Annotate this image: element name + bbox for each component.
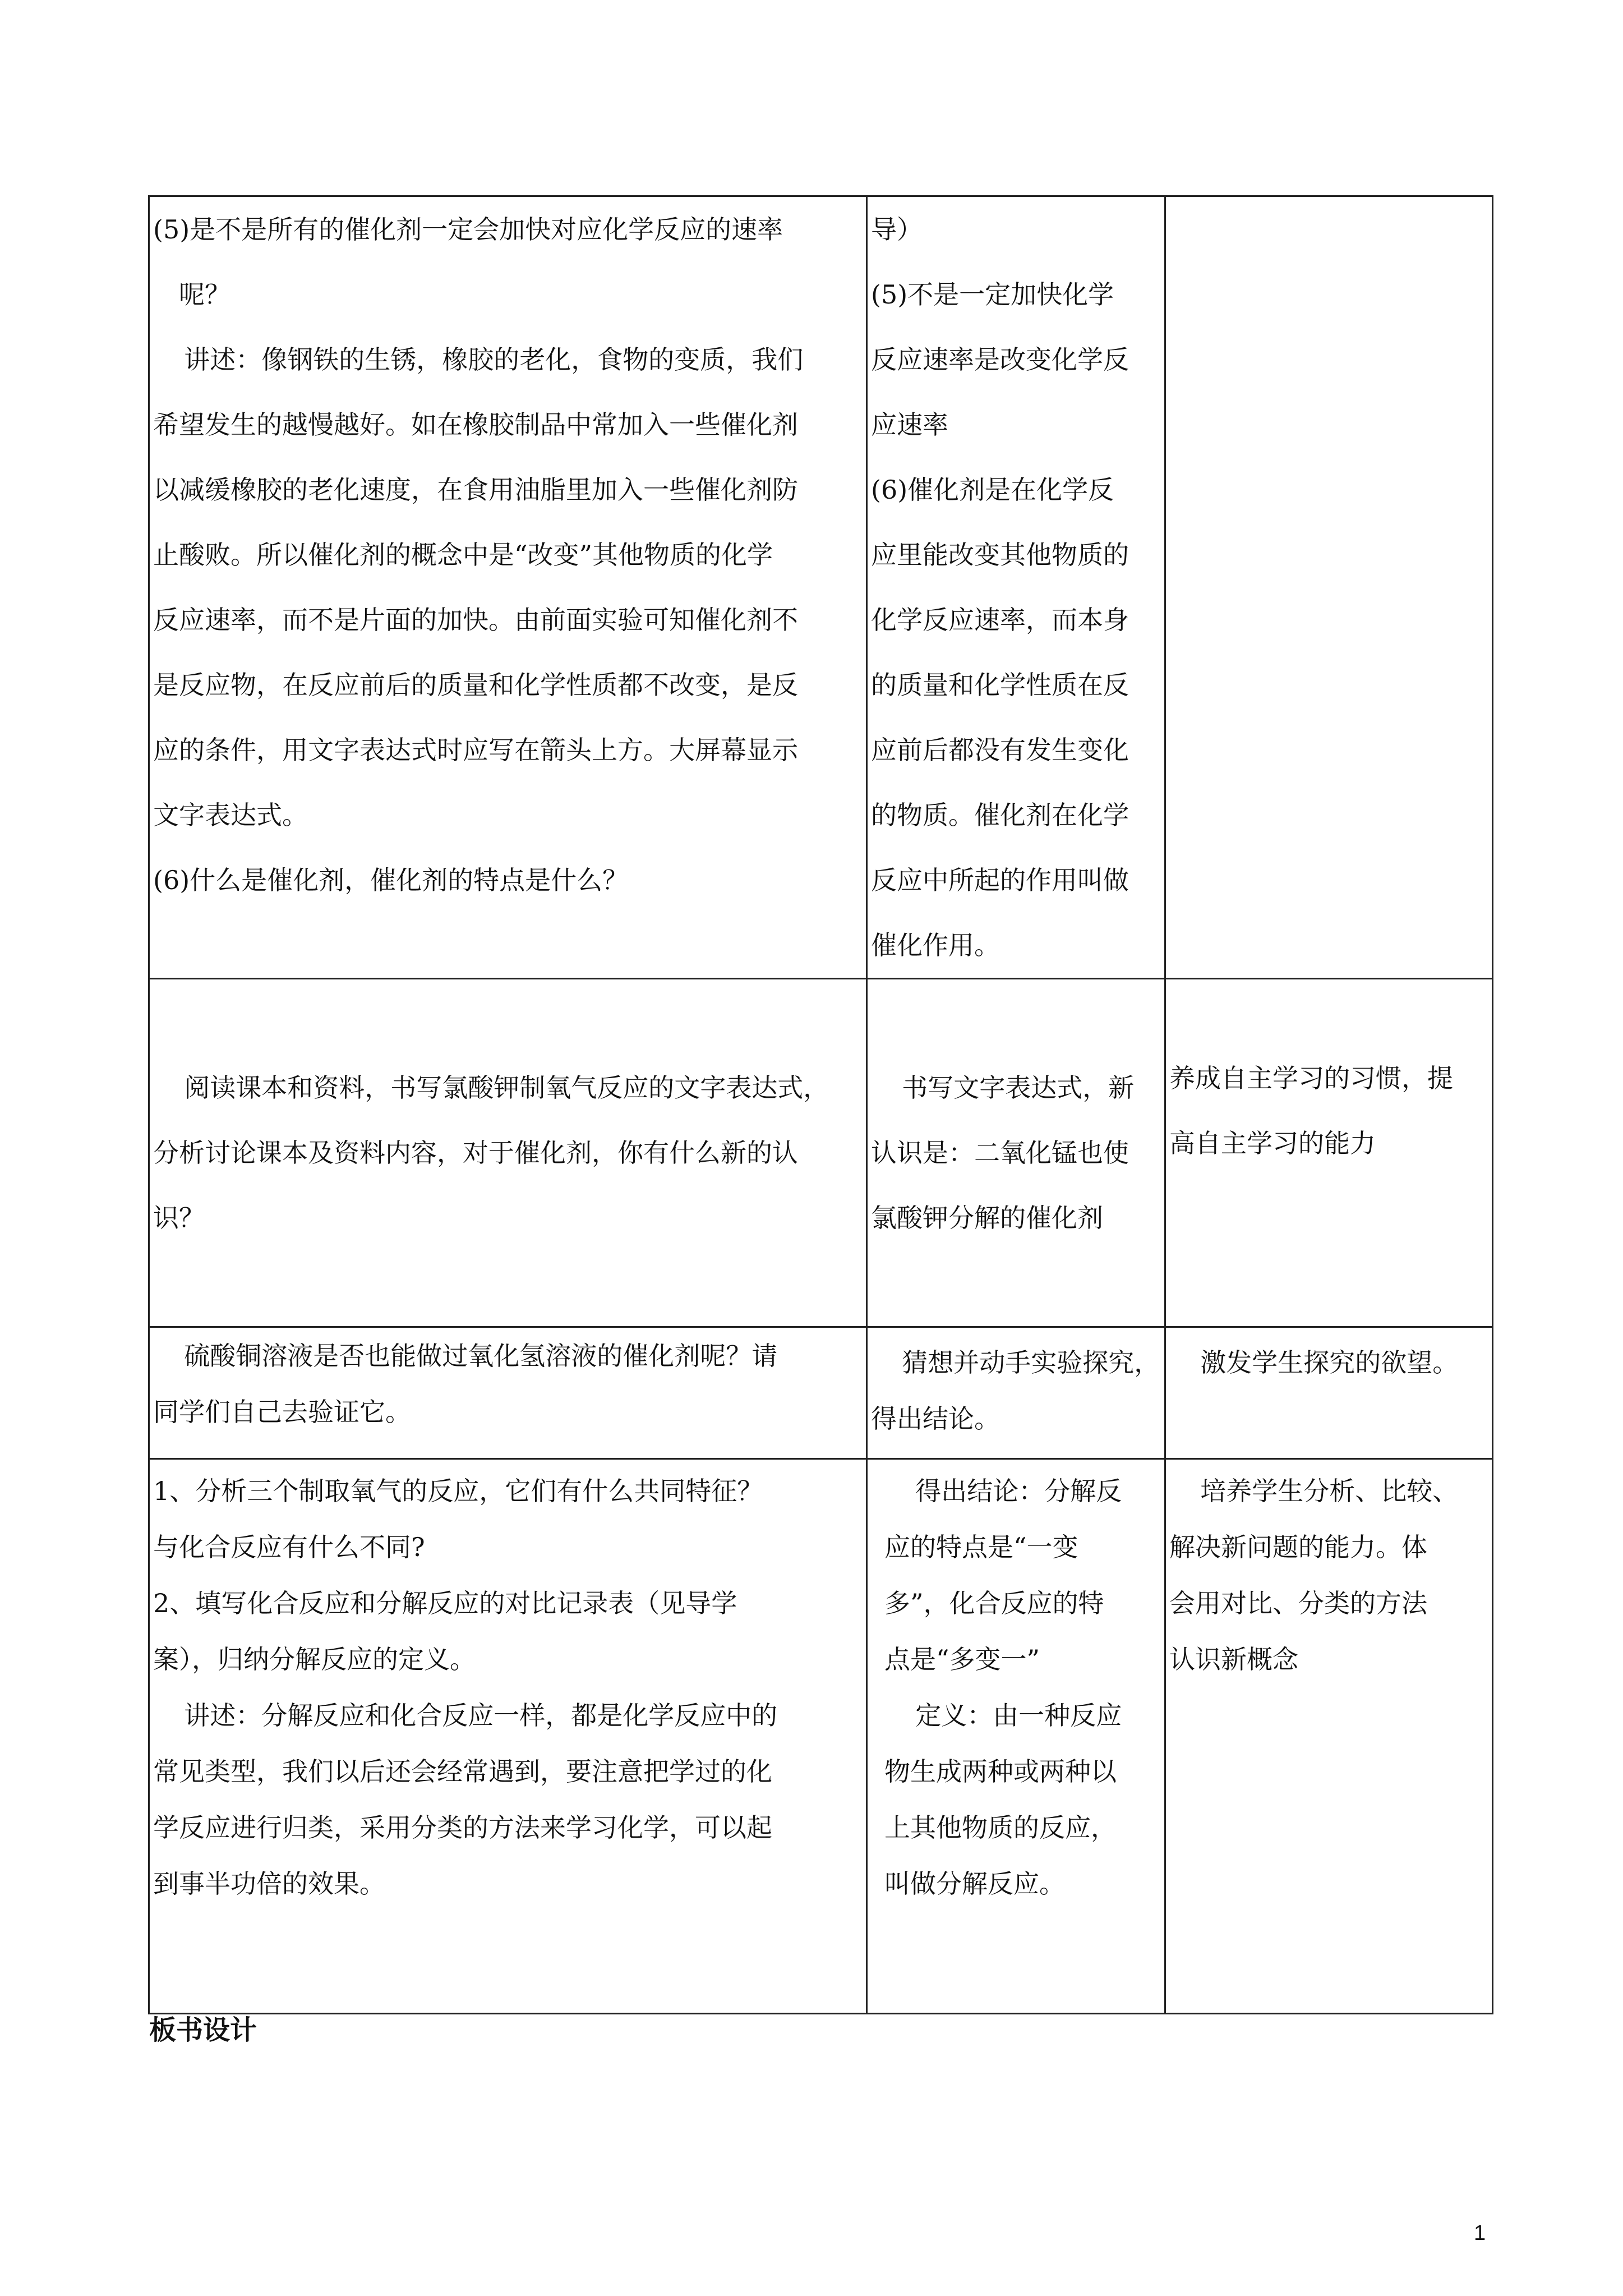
text-line: 的物质。催化剂在化学: [871, 800, 1129, 830]
page-number: 1: [1474, 2221, 1486, 2245]
text-line: 多”，化合反应的特: [884, 1588, 1104, 1618]
text-line: 1、分析三个制取氧气的反应，它们有什么共同特征？: [153, 1476, 763, 1506]
text-line: 认识是：二氧化锰也使: [871, 1138, 1129, 1168]
design-intent-cell: [1165, 979, 1493, 1327]
table-row: [149, 979, 1493, 1327]
table-row: [149, 1327, 1493, 1459]
text-line: 是反应物，在反应前后的质量和化学性质都不改变，是反: [153, 670, 798, 700]
text-line: (6)什么是催化剂，催化剂的特点是什么？: [153, 865, 629, 895]
text-line: 养成自主学习的习惯，提: [1169, 1063, 1453, 1093]
text-line: 2、填写化合反应和分解反应的对比记录表（见导学: [153, 1588, 737, 1618]
text-line: 与化合反应有什么不同?: [153, 1532, 425, 1562]
text-line: 应速率: [871, 409, 948, 440]
text-line: 希望发生的越慢越好。如在橡胶制品中常加入一些催化剂: [153, 409, 798, 440]
text-line: 止酸败。所以催化剂的概念中是“改变”其他物质的化学: [153, 540, 773, 570]
student-activity-cell: [867, 979, 1165, 1327]
teacher-activity-cell: [149, 979, 867, 1327]
text-line: 认识新概念: [1169, 1644, 1298, 1674]
text-line: 讲述：像钢铁的生锈，橡胶的老化，食物的变质，我们: [184, 344, 804, 375]
text-line: 学反应进行归类，采用分类的方法来学习化学，可以起: [153, 1812, 772, 1843]
table-row: [149, 1459, 1493, 2014]
text-line: 定义：由一种反应: [915, 1700, 1122, 1731]
text-line: 的质量和化学性质在反: [871, 670, 1129, 700]
text-line: 应里能改变其他物质的: [871, 540, 1129, 570]
text-line: 猜想并动手实验探究，: [902, 1347, 1160, 1378]
text-line: 得出结论。: [871, 1404, 1000, 1434]
text-line: 应前后都没有发生变化: [871, 735, 1129, 765]
text-line: 氯酸钾分解的催化剂: [871, 1203, 1103, 1233]
text-line: 常见类型，我们以后还会经常遇到，要注意把学过的化: [153, 1756, 772, 1787]
text-line: 讲述：分解反应和化合反应一样，都是化学反应中的: [184, 1700, 778, 1731]
text-line: 化学反应速率，而本身: [871, 605, 1129, 635]
design-intent-cell: [1165, 196, 1493, 979]
text-line: 应的特点是“一变: [884, 1532, 1078, 1562]
text-line: 解决新问题的能力。体: [1169, 1532, 1427, 1562]
text-line: 上其他物质的反应，: [884, 1812, 1117, 1843]
teacher-activity-cell: [149, 1459, 867, 2014]
text-line: (6)催化剂是在化学反: [871, 475, 1114, 505]
text-line: 反应中所起的作用叫做: [871, 865, 1129, 895]
text-line: (5)是不是所有的催化剂一定会加快对应化学反应的速率: [153, 214, 783, 245]
teacher-activity-cell: [149, 1327, 867, 1459]
text-line: 点是“多变一”: [884, 1644, 1040, 1674]
text-line: 培养学生分析、比较、: [1200, 1476, 1459, 1506]
text-line: 催化作用。: [871, 930, 1000, 960]
text-line: 识？: [153, 1203, 205, 1233]
text-line: 到事半功倍的效果。: [153, 1869, 385, 1899]
text-line: 呢？: [179, 279, 230, 310]
text-line: 反应速率，而不是片面的加快。由前面实验可知催化剂不: [153, 605, 798, 635]
design-intent-cell: [1165, 1459, 1493, 2014]
text-line: 应的条件，用文字表达式时应写在箭头上方。大屏幕显示: [153, 735, 798, 765]
text-line: 反应速率是改变化学反: [871, 344, 1129, 375]
design-intent-cell: [1165, 1327, 1493, 1459]
text-line: 物生成两种或两种以: [884, 1756, 1117, 1787]
text-line: 文字表达式。: [153, 800, 308, 830]
text-line: 会用对比、分类的方法: [1169, 1588, 1427, 1618]
student-activity-cell: [867, 1327, 1165, 1459]
text-line: 导）: [871, 214, 923, 245]
text-line: 高自主学习的能力: [1169, 1128, 1376, 1158]
text-line: 书写文字表达式，新: [902, 1073, 1135, 1103]
text-line: (5)不是一定加快化学: [871, 279, 1114, 310]
student-activity-cell: [867, 196, 1165, 979]
text-line: 得出结论：分解反: [915, 1476, 1122, 1506]
text-line: 激发学生探究的欲望。: [1200, 1347, 1459, 1378]
text-line: 叫做分解反应。: [884, 1869, 1065, 1899]
student-activity-cell: [867, 1459, 1165, 2014]
text-line: 分析讨论课本及资料内容，对于催化剂，你有什么新的认: [153, 1138, 798, 1168]
text-line: 同学们自己去验证它。: [153, 1397, 411, 1427]
text-line: 案），归纳分解反应的定义。: [153, 1644, 476, 1674]
teacher-activity-cell: [149, 196, 867, 979]
lesson-plan-table: [148, 195, 1493, 2014]
text-line: 硫酸铜溶液是否也能做过氧化氢溶液的催化剂呢？请: [184, 1341, 778, 1371]
text-line: 以减缓橡胶的老化速度，在食用油脂里加入一些催化剂防: [153, 475, 798, 505]
text-line: 阅读课本和资料，书写氯酸钾制氧气反应的文字表达式，: [184, 1073, 829, 1103]
section-heading: 板书设计: [149, 2014, 257, 2046]
table-row: [149, 196, 1493, 979]
